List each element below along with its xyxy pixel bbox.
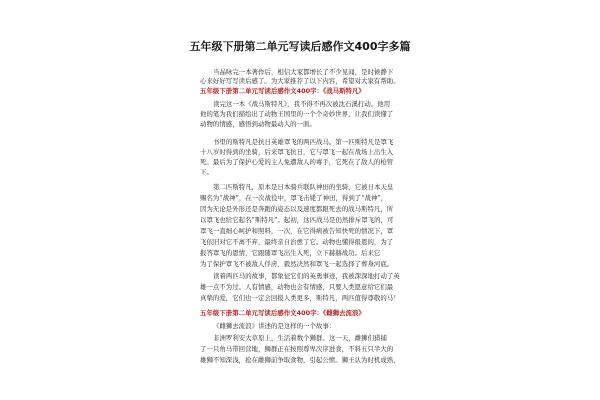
paragraph-line: 非洲罗利安大草原上，生活着数个狮群。这一天，雌狮们猎捕	[213, 334, 387, 342]
intro-line: 心来好好写写读后感了。为大家推荐了以下内容，希望对大家有帮助。	[200, 77, 400, 85]
intro-line: 当晶咏完一本著作后，相信大家都增长了不少见闻，是时候静下	[213, 68, 394, 76]
paragraph-line: 动物的情感，感悟到动物最动人的一面。	[200, 120, 316, 128]
paragraph-line: 读着两匹马的故事，都象征它们的英勇事迹，我被深深地打动了英	[213, 272, 400, 280]
paragraph-line: 飞依旧对它不离不弃，最终亲自治愈了它。动物也懂得报恩的，为了	[200, 238, 394, 246]
paragraph-line: 赐名为“战神”，在一次战役中，罩飞击毙了神田，得到了“战神”，	[200, 194, 388, 202]
paragraph-line: 读完这一本《战马斯特凡》，我不得不再次被沈石溪打动。他用	[213, 100, 391, 108]
paragraph-line: 因为无论是外形还是奔跑的姿态以及速度都跟死去的战马斯特凡，所	[200, 205, 394, 213]
paragraph-line: 罩飞一直细心呵护和照料，一次，在它得病被告知快死的情况下，罩	[200, 227, 394, 235]
paragraph-line: 《雌狮去流浪》讲述的是这样的一个故事：	[213, 322, 336, 330]
paragraph-line: 真挚的爱，它们也一定会回报人类更多，斯特凡，两匹值得尊敬的马！	[200, 294, 400, 302]
paragraph-line: 雄一点不为过。人有情感，动物也会有情感，只要人类愿意给它们最	[200, 283, 394, 291]
paragraph-line: 死。最后为了保护心爱的主人免遭敌人的毒手，它死在了敌人的枪管	[200, 158, 394, 166]
paragraph-line: 他的笔为我们描绘出了动物王国里的一个个奇妙世界，让我们读懂了	[200, 110, 394, 118]
paragraph-line: 下。	[200, 168, 213, 176]
paragraph-line: 雄狮不知深浅，抢在雌狮前争取食物，引起公愤。狮王认为时机成熟，	[200, 356, 400, 364]
paragraph-line: 为了保护罩飞不被敌人俘虏，毅然决然和罩飞一起选择了葬身河底。	[200, 260, 394, 268]
section-heading: 五年级下册第二单元写读后感作文400字：《雌狮去流浪》	[200, 309, 365, 317]
paragraph-line: 了一只角马带回营地，狮群正在按照尊卑次序进食，不料五只半大的	[200, 345, 394, 353]
section-heading: 五年级下册第二单元写读后感作文400字：《战马斯特凡》	[200, 87, 365, 95]
paragraph-line: 第二匹斯特凡，原本是日本骑兵联队神田的坐骑，它被日本天皇	[213, 183, 394, 191]
paragraph-line: 报答罩飞的恩情，它跟随罩飞出生入死，立下赫赫战功。后来它	[200, 249, 381, 257]
paragraph-line: 十八岁时得到的坐骑，后来罩飞抗日，它与罩飞一起在战场上出生入	[200, 148, 394, 156]
paragraph-line: 以罩飞也给它起名“斯特凡”。起初，这匹战马是仍然排斥罩飞的，可	[200, 216, 394, 224]
paragraph-line: 书里的斯特凡是抗日英雄罩飞的两匹战马。第一匹斯特凡是罩飞	[213, 138, 394, 146]
document-title: 五年级下册第二单元写读后感作文400字多篇	[189, 40, 411, 53]
